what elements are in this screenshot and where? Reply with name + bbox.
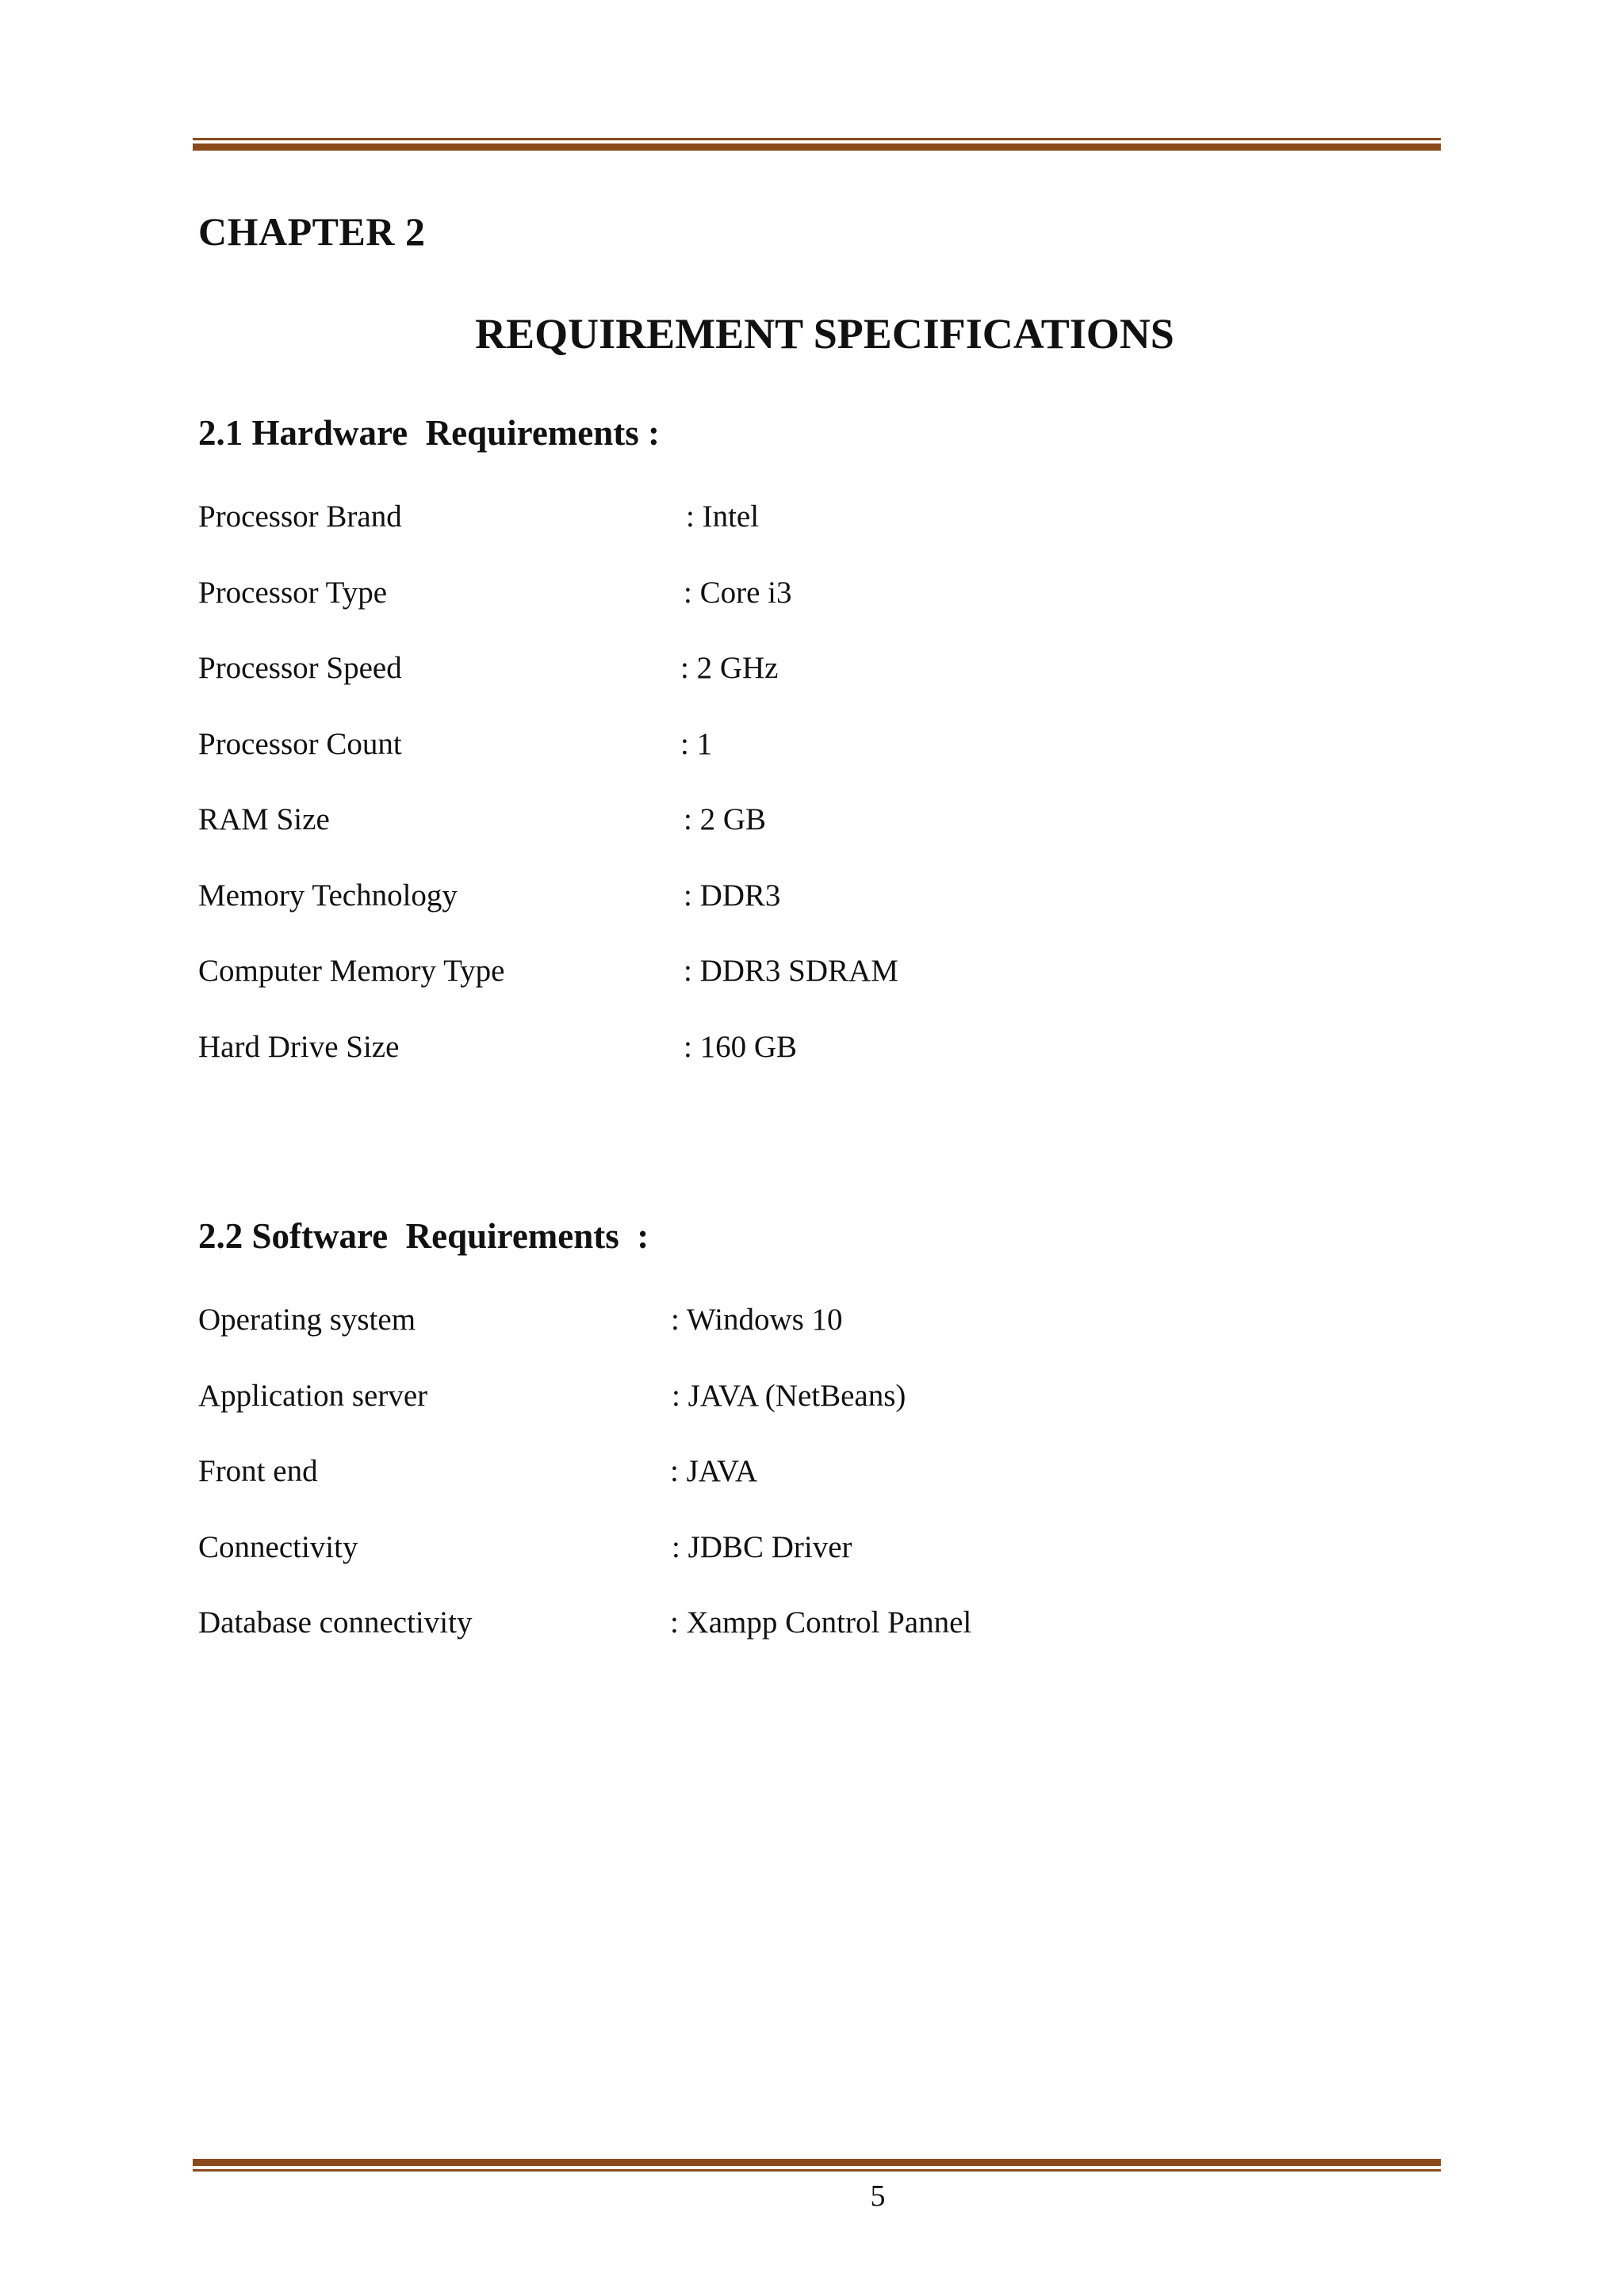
spec-label: Computer Memory Type [198,954,505,988]
spec-value: : 1 [680,726,713,761]
spec-value: : Xampp Control Pannel [670,1605,972,1640]
spec-value: : JAVA [670,1454,758,1488]
spec-value: : JAVA (NetBeans) [672,1378,906,1413]
bottom-decorative-rule [193,2159,1441,2172]
software-section-heading: 2.2 Software Requirements : [198,1216,649,1256]
top-decorative-rule [193,138,1441,151]
spec-label: Connectivity [198,1529,358,1564]
chapter-label: CHAPTER 2 [198,209,426,254]
spec-label: Processor Type [198,575,388,610]
spec-label: Processor Count [198,726,402,761]
page-title: REQUIREMENT SPECIFICATIONS [475,310,1174,358]
spec-value: : Core i3 [684,575,792,610]
spec-label: Hard Drive Size [198,1029,400,1064]
spec-value: : 2 GB [684,802,767,836]
spec-label: Front end [198,1454,318,1488]
spec-label: Memory Technology [198,878,458,913]
spec-value: : 2 GHz [680,651,779,685]
spec-value: : DDR3 [684,878,781,913]
spec-label: Processor Speed [198,651,402,685]
spec-label: Operating system [198,1303,416,1337]
spec-label: Application server [198,1378,428,1413]
spec-value: : Windows 10 [671,1303,843,1337]
spec-value: : Intel [686,499,760,534]
spec-value: : 160 GB [684,1029,798,1064]
hardware-section-heading: 2.1 Hardware Requirements : [198,413,661,453]
spec-label: RAM Size [198,802,330,836]
spec-value: : JDBC Driver [672,1529,852,1564]
spec-label: Database connectivity [198,1605,473,1640]
spec-label: Processor Brand [198,499,402,534]
page-number: 5 [870,2179,886,2213]
spec-value: : DDR3 SDRAM [684,954,898,988]
